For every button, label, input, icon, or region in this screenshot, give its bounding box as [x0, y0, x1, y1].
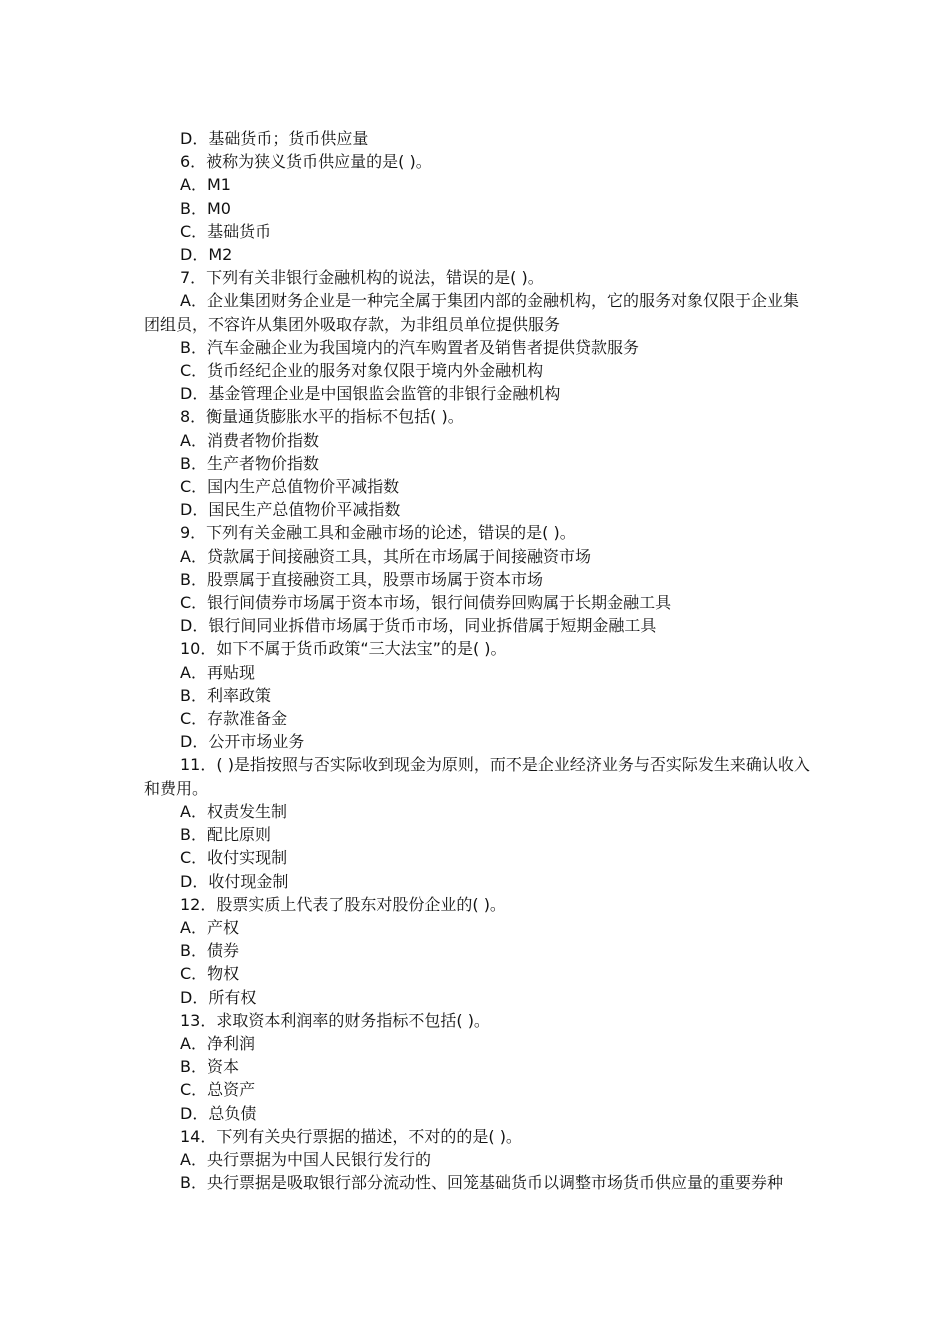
option-line: D．基金管理企业是中国银监会监管的非银行金融机构 — [180, 384, 561, 404]
option-line: B．汽车金融企业为我国境内的汽车购置者及销售者提供贷款服务 — [180, 337, 639, 357]
option-line: C．银行间债券市场属于资本市场，银行间债券回购属于长期金融工具 — [180, 593, 672, 613]
option-line: B．央行票据是吸取银行部分流动性、回笼基础货币以调整市场货币供应量的重要券种 — [180, 1173, 783, 1193]
option-line: D．总负债 — [180, 1103, 257, 1123]
question-6: 6．被称为狭义货币供应量的是( )。 — [180, 152, 432, 172]
option-line: A．消费者物价指数 — [180, 430, 319, 450]
option-line: C．货币经纪企业的服务对象仅限于境内外金融机构 — [180, 361, 544, 381]
option-line: C．国内生产总值物价平减指数 — [180, 477, 400, 497]
question-12: 12．股票实质上代表了股东对股份企业的( )。 — [180, 894, 506, 914]
option-line: D．M2 — [180, 245, 233, 265]
document-body — [144, 127, 812, 1194]
question-9: 9．下列有关金融工具和金融市场的论述，错误的是( )。 — [180, 523, 576, 543]
question-13: 13．求取资本利润率的财务指标不包括( )。 — [180, 1010, 490, 1030]
option-line: D．收付现金制 — [180, 871, 289, 891]
option-line: A．央行票据为中国人民银行发行的 — [180, 1149, 431, 1169]
option-line: B．利率政策 — [180, 685, 271, 705]
option-line: C．收付实现制 — [180, 848, 288, 868]
option-line: D．所有权 — [180, 987, 257, 1007]
option-line: A．再贴现 — [180, 662, 255, 682]
option-line: A．净利润 — [180, 1033, 255, 1053]
question-11: 11．( )是指按照与否实际收到现金为原则，而不是企业经济业务与否实际发生来确认收入和费用。 — [144, 755, 810, 798]
option-line: D．银行间同业拆借市场属于货币市场，同业拆借属于短期金融工具 — [180, 616, 657, 636]
option-line: C．物权 — [180, 964, 240, 984]
question-7: 7．下列有关非银行金融机构的说法，错误的是( )。 — [180, 268, 544, 288]
option-line: C．总资产 — [180, 1080, 256, 1100]
option-line: B．股票属于直接融资工具，股票市场属于资本市场 — [180, 569, 543, 589]
option-line: D．公开市场业务 — [180, 732, 305, 752]
option-line: B．债券 — [180, 941, 239, 961]
option-line: B．M0 — [180, 198, 231, 218]
option-line: B．资本 — [180, 1057, 239, 1077]
option-line: C．基础货币 — [180, 221, 272, 241]
option-line: A．M1 — [180, 175, 231, 195]
option-line: A．产权 — [180, 917, 239, 937]
question-8: 8．衡量通货膨胀水平的指标不包括( )。 — [180, 407, 464, 427]
option-line: D．国民生产总值物价平减指数 — [180, 500, 401, 520]
option-line: B．配比原则 — [180, 825, 271, 845]
question-10: 10．如下不属于货币政策“三大法宝”的是( )。 — [180, 639, 507, 659]
text-line: D．基础货币；货币供应量 — [180, 129, 369, 148]
option-line: A．贷款属于间接融资工具，其所在市场属于间接融资市场 — [180, 546, 591, 566]
option-line: A．企业集团财务企业是一种完全属于集团内部的金融机构，它的服务对象仅限于企业集团组员，不容许从集团外吸取存款，为非组员单位提供服务 — [144, 291, 799, 334]
option-line: B．生产者物价指数 — [180, 453, 319, 473]
option-line: C．存款准备金 — [180, 709, 288, 729]
question-14: 14．下列有关央行票据的描述，不对的的是( )。 — [180, 1126, 522, 1146]
option-line: A．权责发生制 — [180, 801, 287, 821]
